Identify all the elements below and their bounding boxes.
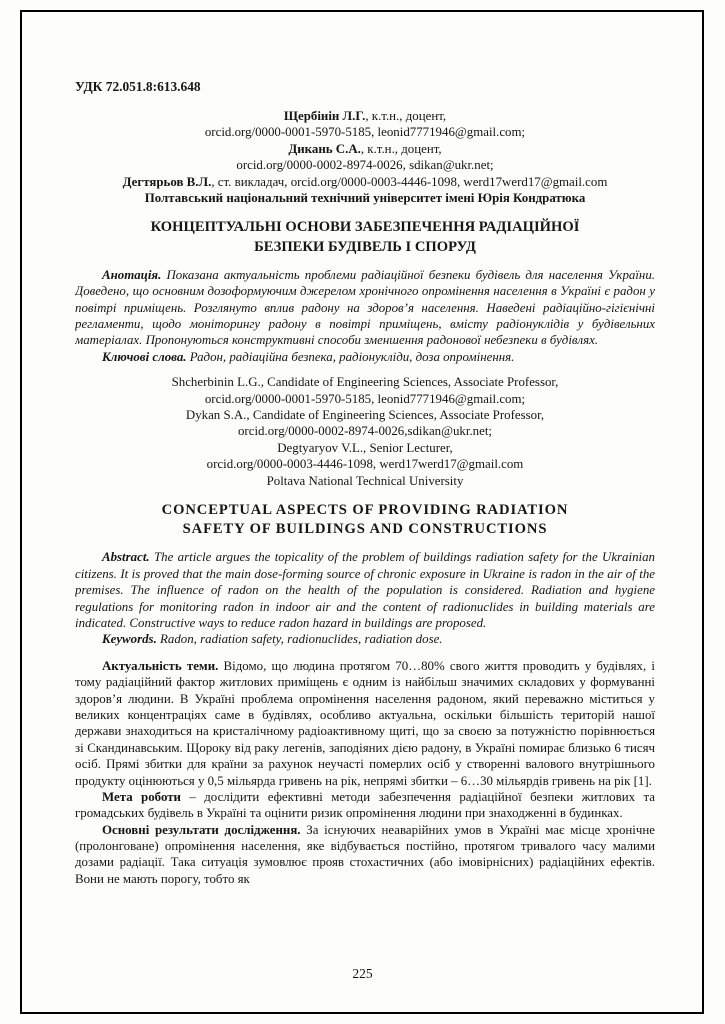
author-details: , к.т.н., доцент, [365,109,447,124]
author-line-ua-3 [75,174,655,190]
abstract-ua-text: Показана актуальність проблеми радіаційної безпеки будівель для населення України. Доведено, що основним дозоформуючим джерелом хронічного опромінення населення в Україні є радон у повітрі приміщень. Розглянуто вплив радону на здоров’я населення. Наведені радіаційно-гігієнічні регламенти, щодо моніторингу радону в повітрі приміщень, вмісту радіонуклідів у будівельних матеріалах. Пропонуються конструктивні способи зменшення радонової небезпеки в будівлях. [75,267,655,348]
page-content [75,78,655,887]
abstract-en-label: Abstract. [102,550,150,565]
author-orcid-email: orcid.org/0000-0002-8974-0026, sdikan@ukr.net; [236,158,494,173]
author-line-en-1: Shcherbinin L.G., Candidate of Engineering Sciences, Associate Professor, [171,375,559,390]
author-line-en-2: Dykan S.A., Candidate of Engineering Sciences, Associate Professor, [185,407,545,422]
title-ua [75,218,655,257]
abstract-ua-label: Анотація. [102,267,162,282]
author-orcid-en-1: orcid.org/0000-0001-5970-5185, leonid7771946@gmail.com; [204,391,526,406]
title-ua-line2: БЕЗПЕКИ БУДІВЕЛЬ І СПОРУД [254,238,476,255]
keywords-en [75,631,655,647]
author-details: , к.т.н., доцент, [360,141,442,156]
author-name: Дегтярьов В.Л. [122,174,212,189]
author-orcid-ua-1 [75,124,655,140]
abstract-en [75,549,655,631]
author-orcid-en-3: orcid.org/0000-0003-4446-1098, werd17werd17@gmail.com [206,457,524,472]
author-orcid-ua-2 [75,157,655,173]
title-en-line1: CONCEPTUAL ASPECTS OF PROVIDING RADIATION [161,501,569,518]
paragraph-topicality [75,658,655,789]
abstract-ua [75,267,655,349]
affiliation-name: Полтавський національний технічний університет імені Юрія Кондратюка [144,190,586,205]
udc-number: УДК 72.051.8:613.648 [75,79,201,94]
author-name: Дикань С.А. [288,141,361,156]
authors-en-block [75,374,655,489]
paragraph-lead: Актуальність теми. [102,658,219,673]
paragraph-lead: Мета роботи [102,789,181,804]
author-name: Щербінін Л.Г. [283,109,366,124]
author-line-ua-1 [75,108,655,124]
author-details: , ст. викладач, orcid.org/0000-0003-4446-1098, werd17werd17@gmail.com [211,174,608,189]
author-line-en-3: Degtyaryov V.L., Senior Lecturer, [277,440,453,455]
keywords-ua-label: Ключові слова. [102,349,187,364]
affiliation-en: Poltava National Technical University [266,473,464,488]
affiliation-ua [75,190,655,206]
keywords-ua-text: Радон, радіаційна безпека, радіонукліди, доза опромінення. [186,349,515,364]
paragraph-text: – дослідити ефективні методи забезпечення радіаційної безпеки житлових та громадських будівель в Україні та оцінити ризик опромінення людини при знаходженні в будинках. [75,789,655,821]
title-ua-line1: КОНЦЕПТУАЛЬНІ ОСНОВИ ЗАБЕЗПЕЧЕННЯ РАДІАЦІЙНОЇ [150,219,580,236]
paragraph-lead: Основні результати дослідження. [102,822,301,837]
page-number: 225 [352,966,373,981]
paragraph-text: За існуючих неаварійних умов в Україні має місце хронічне (пролонговане) опромінення населення, яке відбувається постійно, протягом тривалого часу малими дозами радіації. Така ситуація зумовлює прояв стохастичних (або імовірнісних) радіаційних ефектів. Вони не мають порогу, тобто як [75,822,655,886]
title-en-line2: SAFETY OF BUILDINGS AND CONSTRUCTIONS [182,521,548,538]
paragraph-text: Відомо, що людина протягом 70…80% свого життя проводить у будівлях, і тому радіаційний фактор житлових приміщень є одним із найбільш значимих складових у формуванні здоров’я людини. В Україні проблема опромінення населення радоном, який переважно міститься у великих концентраціях саме в будівлях, особливо актуальна, оскільки більшість територій нашої держави знаходиться на кристалічному радіоактивному щиті, що за своєю за потужністю порівнюється зі Скандинавським. Щороку від раку легенів, заподіяних дією радону, в Україні помирає близько 6 тисяч осіб. Прямі збитки для країни за рахунок неучасті померлих осіб у створенні валового внутрішнього продукту оцінюються у 0,5 мільярда гривень на рік, непрямі збитки – 6…30 мільярдів гривень на рік [1]. [75,658,655,788]
author-line-ua-2 [75,141,655,157]
authors-ua-block [75,108,655,206]
keywords-en-text: Radon, radiation safety, radionuclides, radiation dose. [156,632,443,647]
author-orcid-email: orcid.org/0000-0001-5970-5185, leonid7771946@gmail.com; [204,125,526,140]
keywords-en-label: Keywords. [102,632,157,647]
paragraph-goal [75,789,655,822]
keywords-ua [75,349,655,365]
abstract-en-text: The article argues the topicality of the problem of buildings radiation safety for the Ukrainian citizens. It is proved that the main dose-forming source of chronic exposure in Ukraine is radon in the air of the premises. The influence of radon on the health of the population is considered. Radiation and hygiene regulations for monitoring radon in indoor air and the content of radionuclides in building materials are indicated. Constructive ways to reduce radon hazard in buildings are proposed. [75,550,655,630]
paragraph-results [75,822,655,888]
title-en [75,501,655,540]
author-orcid-en-2: orcid.org/0000-0002-8974-0026,sdikan@ukr.net; [237,424,493,439]
